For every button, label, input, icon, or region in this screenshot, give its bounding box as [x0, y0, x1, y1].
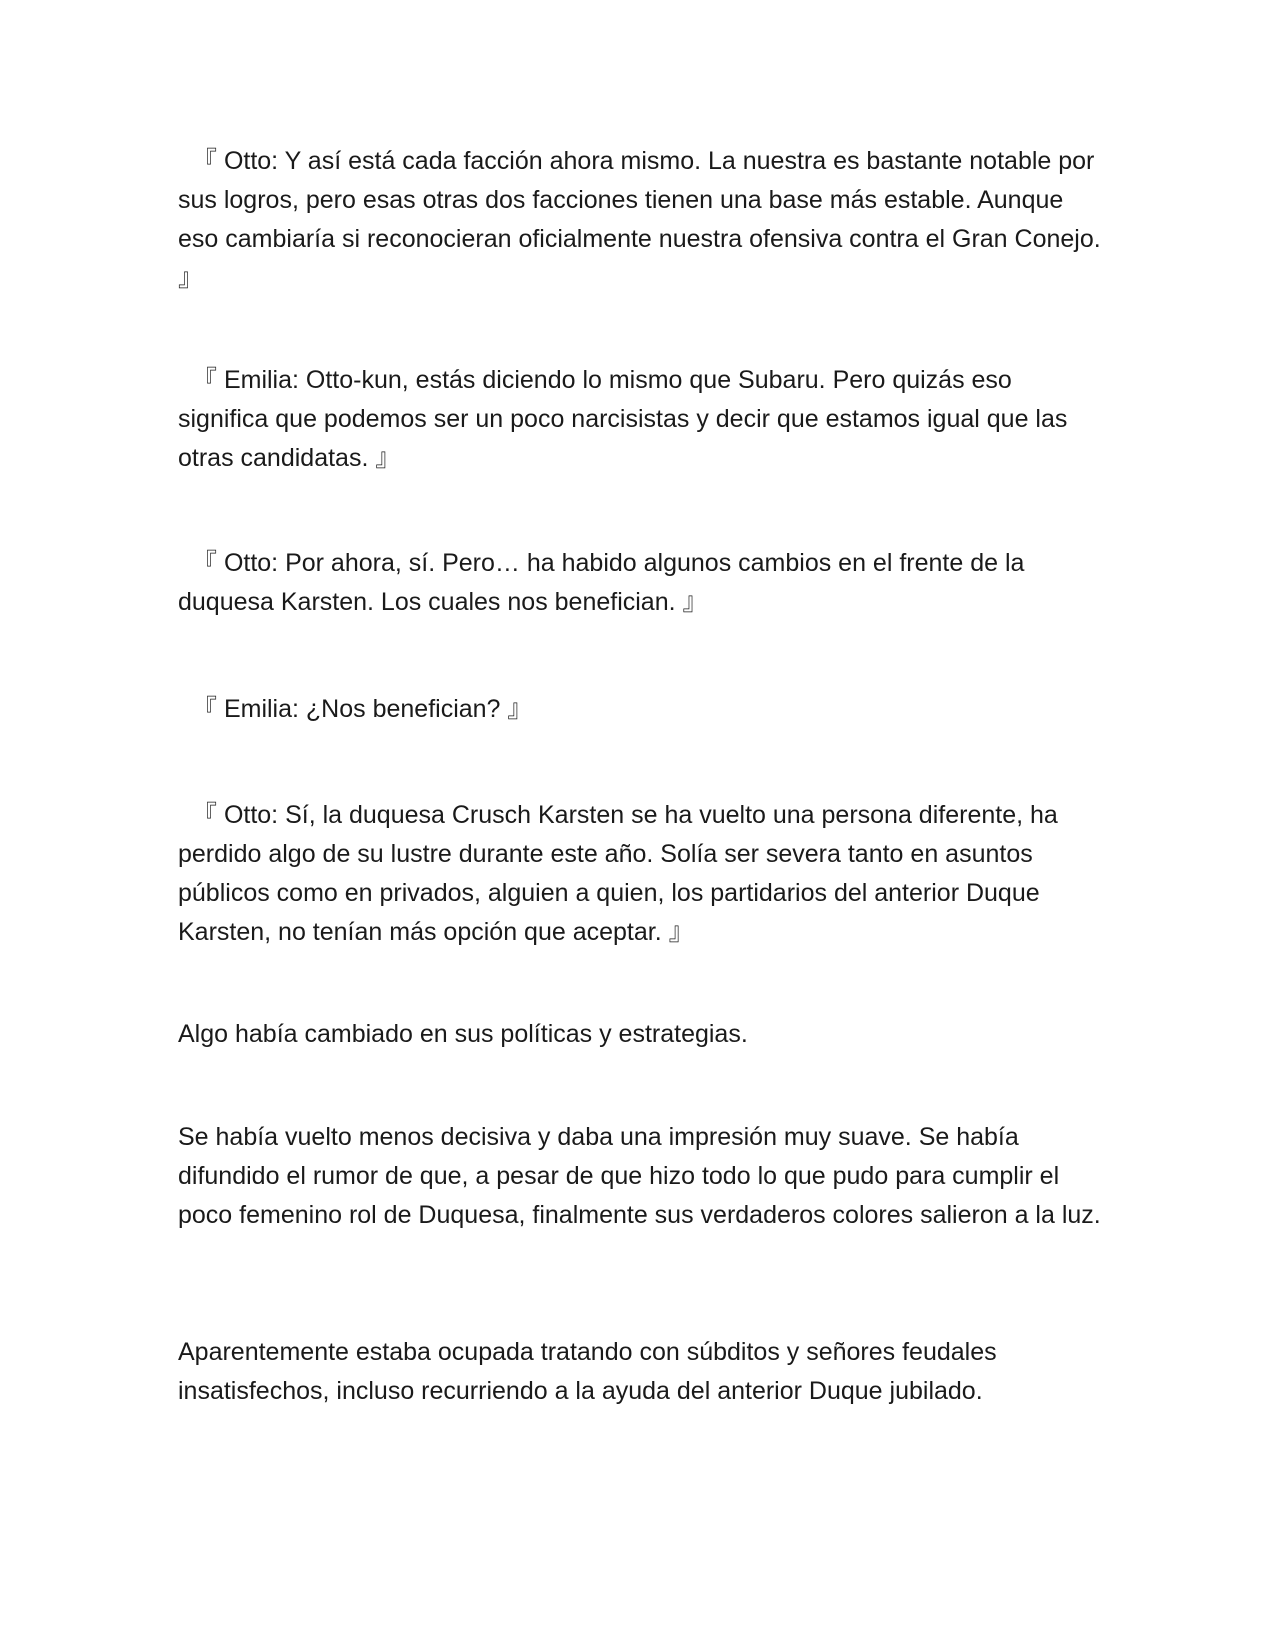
paragraph-otto-factions: 『 Otto: Y así está cada facción ahora mismo. La nuestra es bastante notable por sus logros, pero esas otras dos facciones tienen una base más estable. Aunque eso cambiaría si reconocieran oficialmente nuestra ofensiva contra el Gran Conejo. 』: [178, 147, 1101, 292]
paragraph-otto-crusch: 『 Otto: Sí, la duquesa Crusch Karsten se ha vuelto una persona diferente, ha perdido algo de su lustre durante este año. Solía ser severa tanto en asuntos públicos como en privados, alguien a quien, los partidarios del anterior Duque Karsten, no tenían más opción que aceptar. 』: [178, 801, 1058, 946]
paragraph-rumor: Se había vuelto menos decisiva y daba una impresión muy suave. Se había difundido el rumor de que, a pesar de que hizo todo lo que pudo para cumplir el poco femenino rol de Duquesa, finalmente sus verdaderos colores salieron a la luz.: [178, 1123, 1101, 1229]
paragraph-emilia-question: 『 Emilia: ¿Nos benefician? 』: [192, 695, 533, 723]
paragraph-dissatisfied: Aparentemente estaba ocupada tratando con súbditos y señores feudales insatisfechos, incluso recurriendo a la ayuda del anterior Duque jubilado.: [178, 1338, 997, 1405]
paragraph-emilia-narcissist: 『 Emilia: Otto-kun, estás diciendo lo mismo que Subaru. Pero quizás eso significa que podemos ser un poco narcisistas y decir que estamos igual que las otras candidatas. 』: [178, 366, 1068, 472]
paragraph-policies: Algo había cambiado en sus políticas y estrategias.: [178, 1020, 748, 1048]
paragraph-otto-changes: 『 Otto: Por ahora, sí. Pero… ha habido algunos cambios en el frente de la duquesa Karsten. Los cuales nos benefician. 』: [178, 549, 1025, 616]
